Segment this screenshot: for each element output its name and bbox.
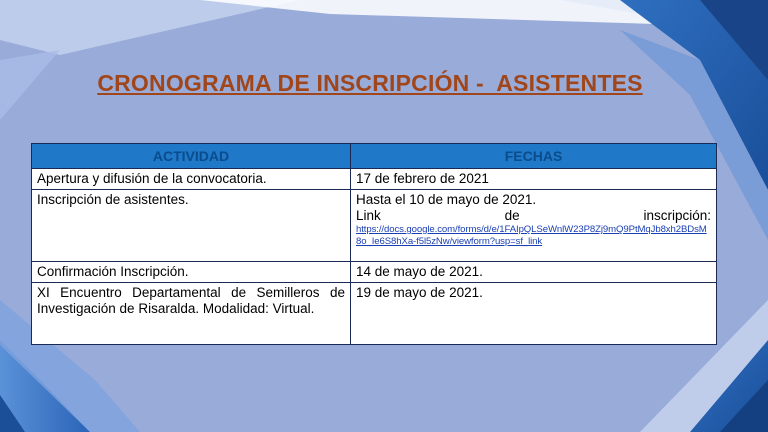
activity-cell: Confirmación Inscripción. [32,262,351,283]
date-cell: 14 de mayo de 2021. [351,262,717,283]
link-label-word: de [504,208,520,223]
registration-link[interactable]: https://docs.google.com/forms/d/e/1FAIpQLSeWnlW23P8Zj9mQ9PtMqJb8xh2BDsM8o_Ie6S8hXa-f5l5zNw/viewform?usp=sf_link [356,224,707,247]
table-row [32,283,717,345]
table-header-row [32,144,717,169]
link-label-word: Link [356,208,381,223]
page-title: CRONOGRAMA DE INSCRIPCIÓN - ASISTENTES [97,70,643,96]
activity-cell: Apertura y difusión de la convocatoria. [32,169,351,190]
table-row [32,169,717,190]
column-header-dates: FECHAS [351,144,717,169]
activity-cell: Inscripción de asistentes. [32,190,351,262]
table-row [32,262,717,283]
date-cell [351,190,717,262]
table-row [32,190,717,262]
date-cell: 19 de mayo de 2021. [351,283,717,345]
date-text: Hasta el 10 de mayo de 2021. [356,192,537,207]
link-label-word: inscripción: [643,208,711,223]
column-header-activity: ACTIVIDAD [32,144,351,169]
link-label [356,208,711,224]
date-cell: 17 de febrero de 2021 [351,169,717,190]
activity-cell: XI Encuentro Departamental de Semilleros de Investigación de Risaralda. Modalidad: Virtual. [32,283,351,345]
schedule-table [31,143,717,345]
